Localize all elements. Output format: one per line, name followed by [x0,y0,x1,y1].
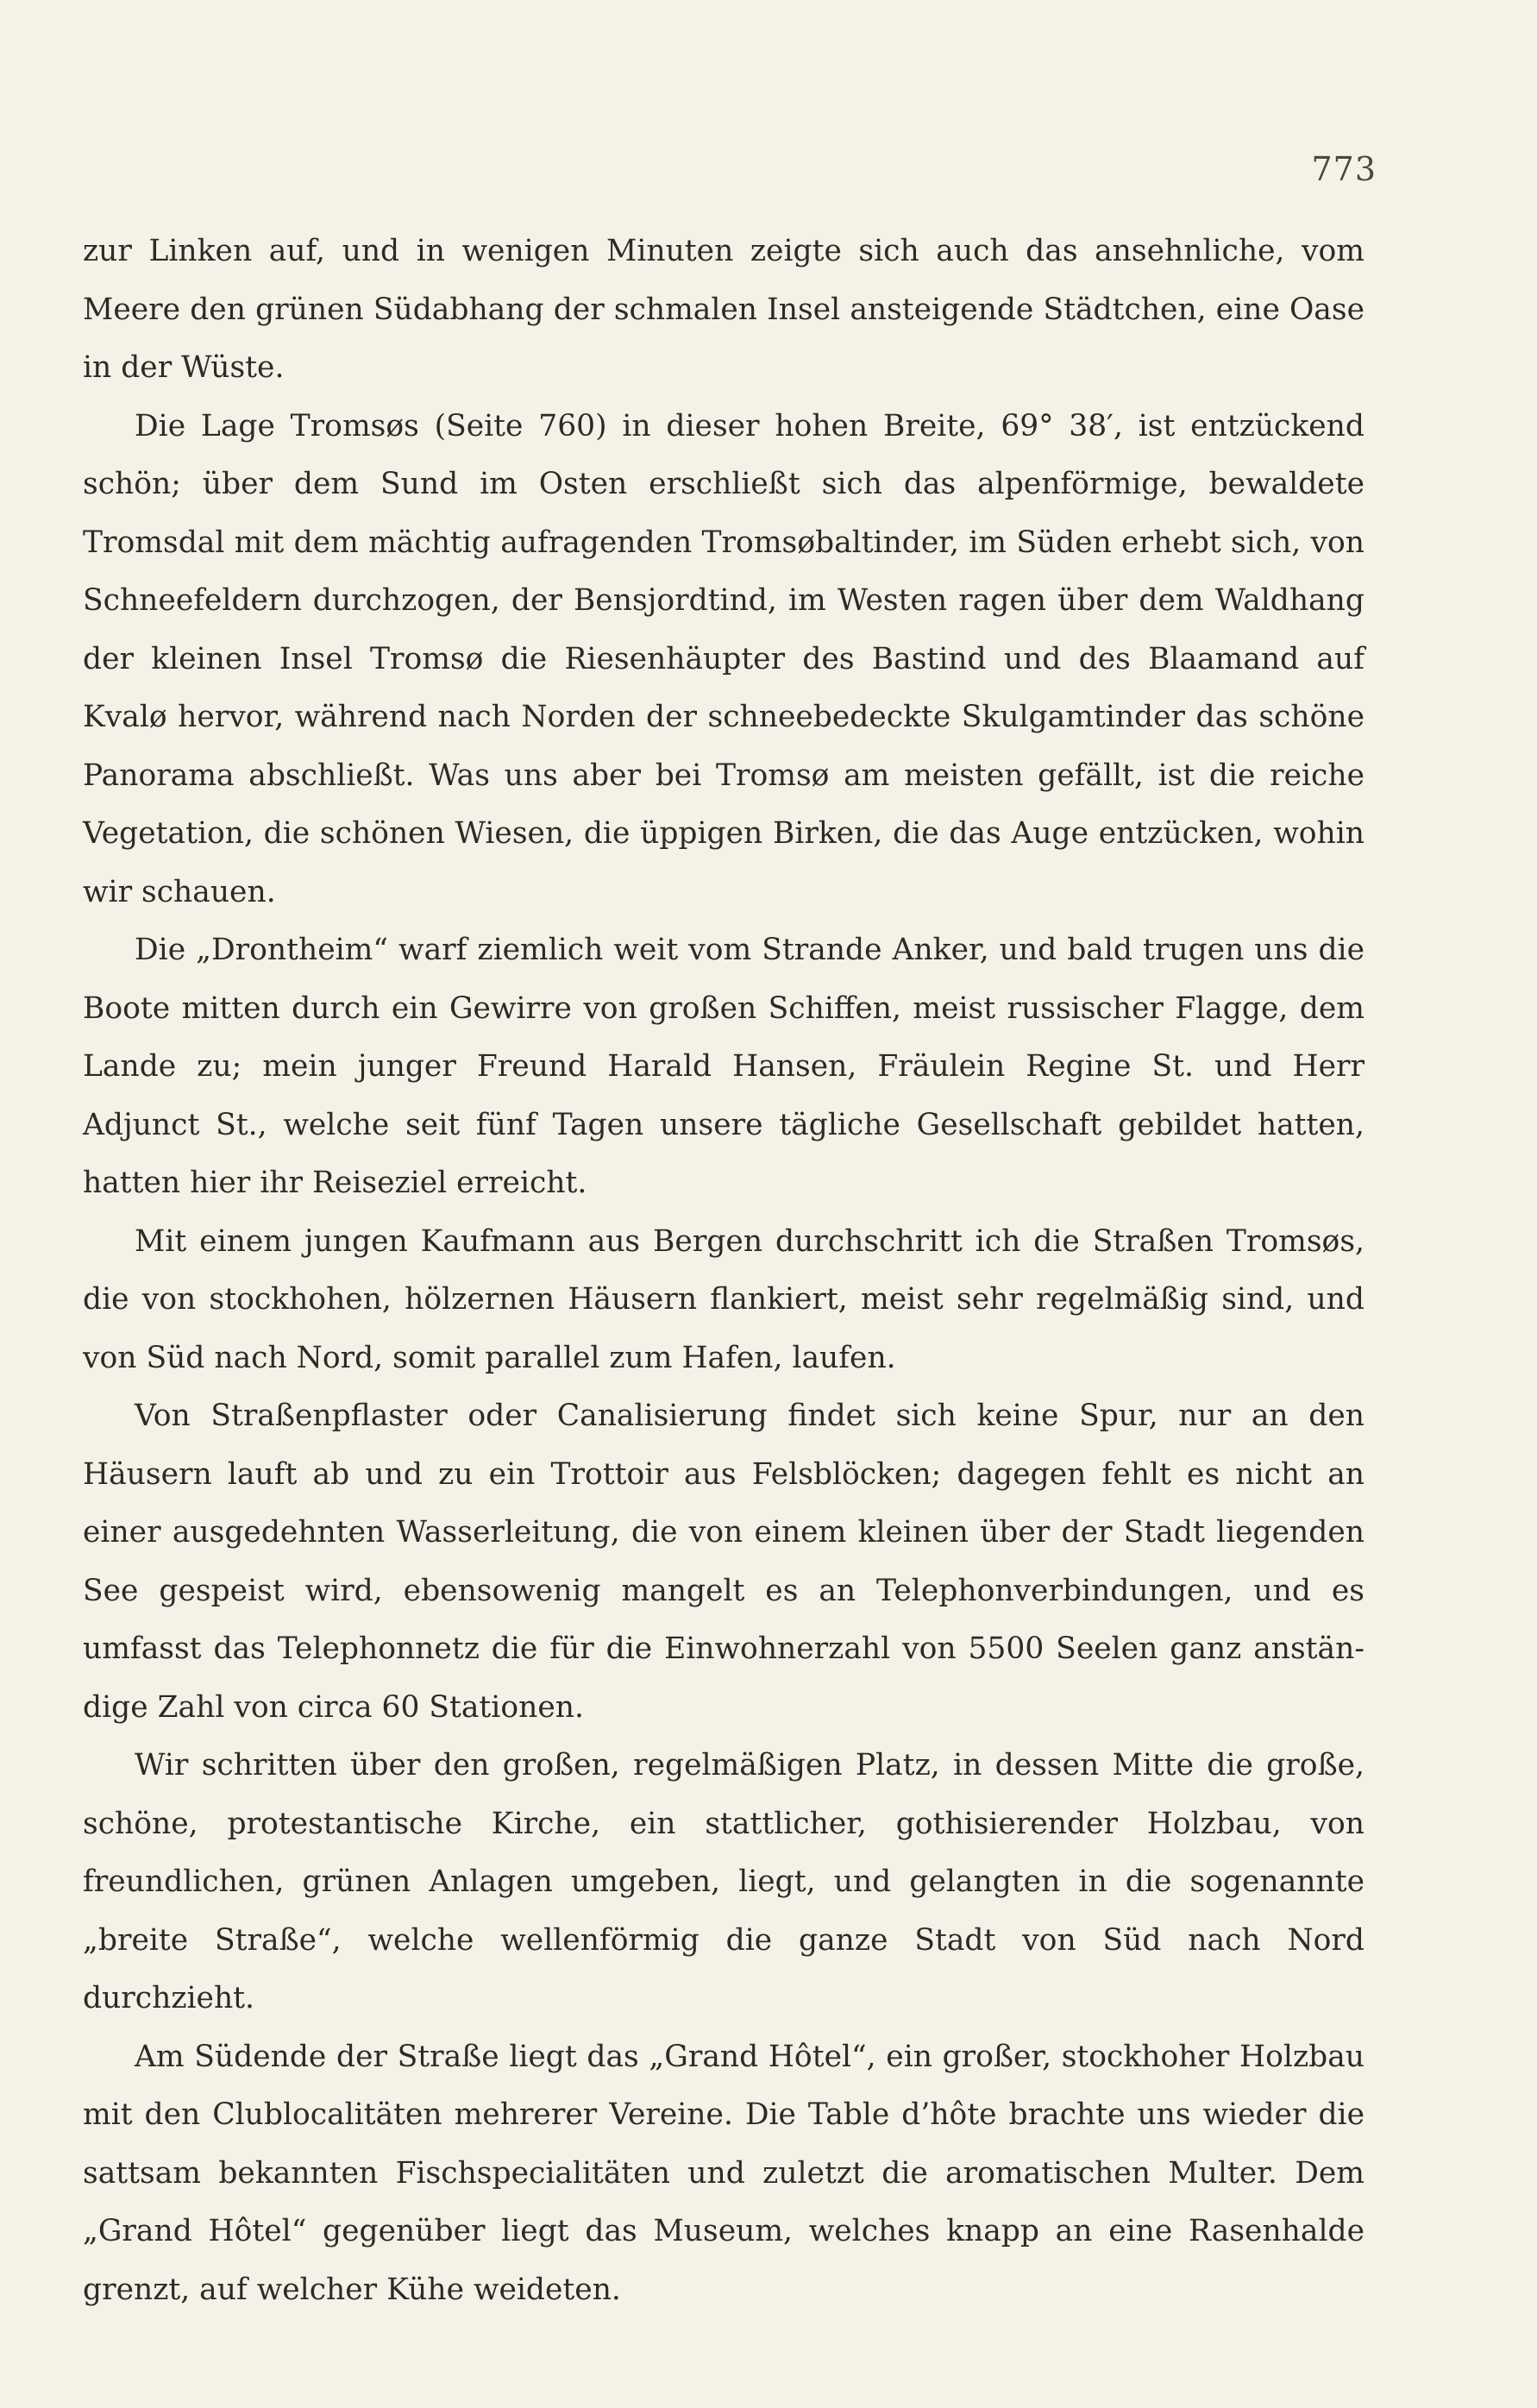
page-number: 773 [1311,150,1377,188]
paragraph: Mit einem jungen Kaufmann aus Bergen durchschritt ich die Straßen Tromsøs, die von stockhohen, hölzernen Häusern flankiert, meist sehr regelmäßig sind, und von Süd nach Nord, somit parallel zum Hafen, laufen. [83,1223,1364,1375]
paragraph: Die Lage Tromsøs (Seite 760) in dieser hohen Breite, 69° 38′, ist entzückend schön; über dem Sund im Osten erschließt sich das alpenförmige, bewaldete Tromsdal mit dem mächtig aufragenden Tromsøbaltinder, im Süden erhebt sich, von Schneefeldern durchzogen, der Bensjordtind, im Westen ragen über dem Waldhang der kleinen Insel Tromsø die Riesenhäupter des Bastind und des Blaamand auf Kvalø hervor, während nach Norden der schneebedeckte Skulgamtinder das schöne Panorama abschließt. Was uns aber bei Tromsø am meisten gefällt, ist die reiche Vegetation, die schönen Wiesen, die üppigen Birken, die das Auge entzücken, wohin wir schauen. [83,408,1364,909]
paragraph: Von Straßenpflaster oder Canalisierung findet sich keine Spur, nur an den Häusern lauft ab und zu ein Trottoir aus Felsblöcken; dagegen fehlt es nicht an einer ausgedehnten Wasserleitung, die von einem kleinen über der Stadt liegenden See gespeist wird, ebensowenig mangelt es an Telephonverbindungen, und es umfasst das Telephonnetz die für die Einwohnerzahl von 5500 Seelen ganz anstän-dige Zahl von circa 60 Stationen. [83,1399,1364,1725]
paragraph: Am Südende der Straße liegt das „Grand Hôtel“, ein großer, stockhoher Holzbau mit den Clublocalitäten mehrerer Vereine. Die Table d’hôte brachte uns wieder die sattsam bekannten Fischspecialitäten und zuletzt die aromatischen Multer. Dem „Grand Hôtel“ gegenüber liegt das Museum, welches knapp an eine Rasenhalde grenzt, auf welcher Kühe weideten. [83,2039,1364,2307]
paragraph: Wir schritten über den großen, regelmäßigen Platz, in dessen Mitte die große, schöne, protestantische Kirche, ein stattlicher, gothisierender Holzbau, von freundlichen, grünen Anlagen umgeben, liegt, und gelangten in die sogenannte „breite Straße“, welche wellenförmig die ganze Stadt von Süd nach Nord durchzieht. [83,1748,1364,2015]
paragraph: Die „Drontheim“ warf ziemlich weit vom Strande Anker, und bald trugen uns die Boote mitten durch ein Gewirre von großen Schiffen, meist russischer Flagge, dem Lande zu; mein junger Freund Harald Hansen, Fräulein Regine St. und Herr Adjunct St., welche seit fünf Tagen unsere tägliche Gesellschaft gebildet hatten, hatten hier ihr Reiseziel erreicht. [83,933,1364,1200]
body-text [83,223,1364,2319]
paragraph: zur Linken auf, und in wenigen Minuten zeigte sich auch das ansehnliche, vom Meere den grünen Südabhang der schmalen Insel ansteigende Städtchen, eine Oase in der Wüste. [83,234,1364,385]
